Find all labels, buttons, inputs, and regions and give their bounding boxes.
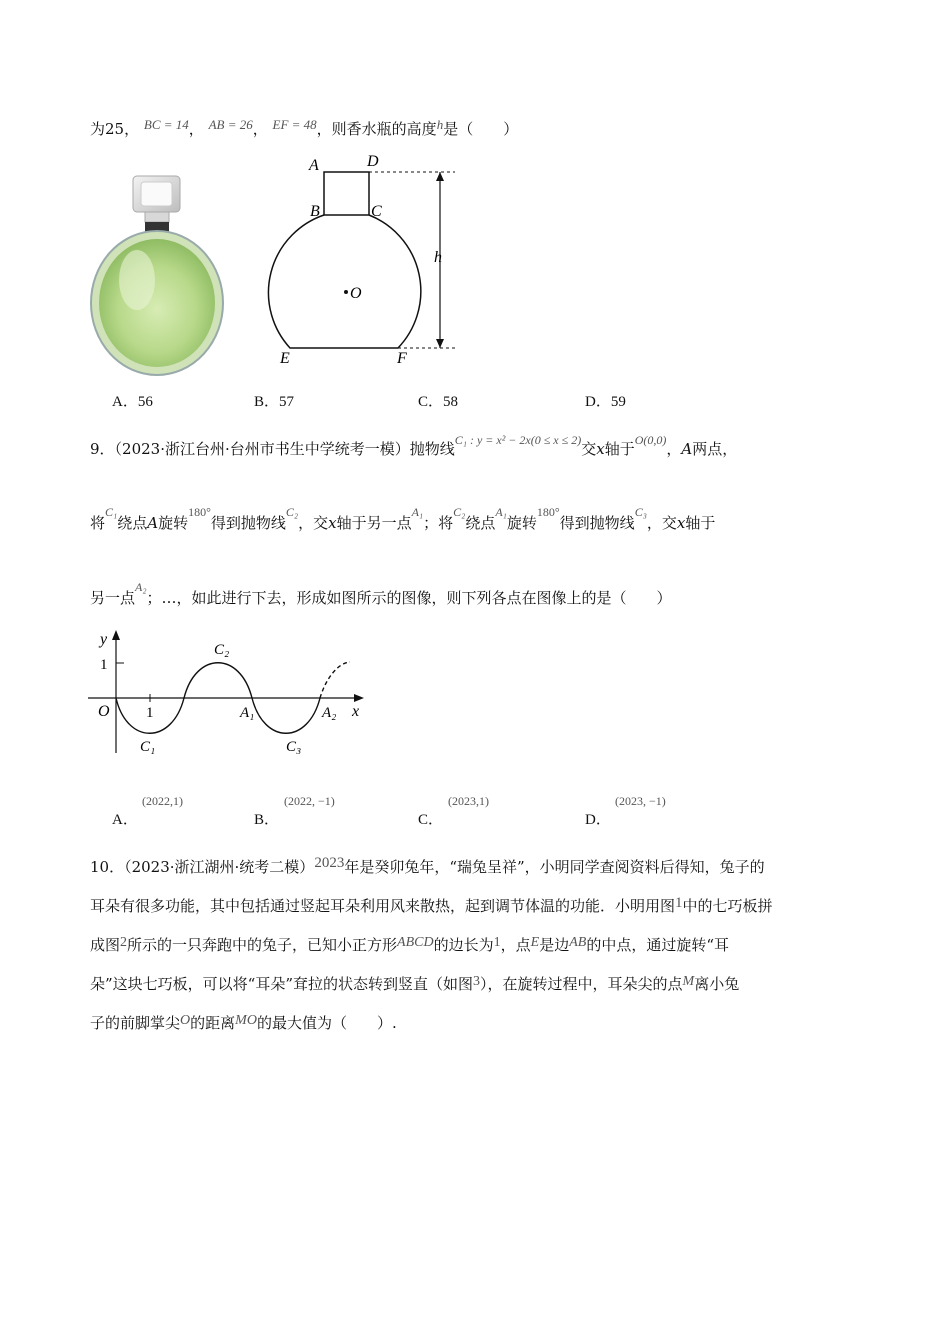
q8-sep: ， bbox=[252, 120, 268, 138]
q10-line2 bbox=[90, 895, 773, 916]
q9-text: 绕点 bbox=[117, 514, 148, 532]
label-h: h bbox=[434, 249, 442, 266]
q10-abcd: ABCD bbox=[397, 935, 434, 950]
q10-m: M bbox=[682, 974, 695, 989]
q10-text: 中的七巧板拼 bbox=[682, 897, 773, 915]
label-C: C bbox=[371, 203, 382, 220]
perfume-photo bbox=[85, 170, 230, 385]
cap-rect bbox=[324, 172, 369, 215]
option-label: C． bbox=[418, 812, 444, 828]
q8-math-ef: EF = 48 bbox=[272, 117, 317, 132]
q9-line2 bbox=[90, 505, 716, 533]
q9-a: A bbox=[681, 440, 693, 458]
q9-text: 交 bbox=[581, 440, 597, 458]
q10-text: 子的前脚掌尖 bbox=[90, 1014, 181, 1032]
q9-text: ， bbox=[666, 440, 682, 458]
q10-number: 10．（2023·浙江湖州·统考二模） bbox=[90, 858, 315, 876]
q10-text: 年是癸卯兔年，“瑞兔呈祥”，小明同学查阅资料后得知，兔子的 bbox=[344, 858, 765, 876]
q9-a1: A₁ bbox=[411, 505, 424, 519]
q9-option-b[interactable] bbox=[254, 794, 335, 829]
q9-text: 旋转 bbox=[506, 514, 537, 532]
q8-h: h bbox=[436, 117, 444, 132]
label-A: A bbox=[309, 157, 319, 174]
q10-fig1: 1 bbox=[675, 895, 683, 911]
q10-line1 bbox=[90, 856, 765, 877]
q10-line4 bbox=[90, 973, 739, 994]
q9-text: ；…，如此进行下去，形成如图所示的图像，则下列各点在图像上的是（ ） bbox=[146, 589, 672, 607]
q9-a1: A₁ bbox=[495, 505, 507, 519]
label-c1: C₁ bbox=[140, 739, 156, 755]
q9-text: ，交 bbox=[298, 514, 329, 532]
option-value: (2023, −1) bbox=[615, 794, 666, 808]
q9-deg: 180° bbox=[188, 505, 211, 519]
option-value: (2023,1) bbox=[448, 794, 489, 808]
q8-sep: ， bbox=[188, 120, 204, 138]
option-value: (2022,1) bbox=[142, 794, 183, 808]
bottle-outline bbox=[268, 215, 420, 348]
q9-c1-eq: C₁ : y = x² − 2x(0 ≤ x ≤ 2) bbox=[454, 433, 582, 447]
label-D: D bbox=[367, 153, 379, 170]
q10-fig2: 2 bbox=[120, 935, 128, 950]
q10-text: ），在旋转过程中，耳朵尖的点 bbox=[480, 975, 683, 993]
label-O: O bbox=[350, 285, 362, 302]
q9-text: 得到抛物线 bbox=[210, 514, 286, 532]
q8-math-bc: BC = 14 bbox=[143, 117, 189, 132]
q9-option-d[interactable] bbox=[585, 794, 666, 829]
q9-text: 轴于 bbox=[604, 440, 635, 458]
label-one-x: 1 bbox=[146, 705, 154, 721]
q9-option-a[interactable] bbox=[112, 794, 183, 829]
label-F: F bbox=[397, 350, 407, 367]
q9-text: 轴于 bbox=[685, 514, 716, 532]
q8-intro: 为25， bbox=[90, 120, 140, 138]
q10-text: 是边 bbox=[539, 936, 570, 954]
q10-line5 bbox=[90, 1012, 397, 1033]
q10-text: 成图 bbox=[90, 936, 121, 954]
q10-text: ，点 bbox=[500, 936, 531, 954]
q10-year: 2023 bbox=[314, 855, 345, 871]
q9-c3: C₃ bbox=[634, 505, 647, 519]
q8-math-ab: AB = 26 bbox=[208, 117, 253, 132]
q9-c2: C₂ bbox=[285, 505, 299, 519]
q9-option-c[interactable] bbox=[418, 794, 489, 829]
q10-ab: AB bbox=[569, 935, 587, 950]
label-origin: O bbox=[98, 703, 110, 720]
q9-text: ；将 bbox=[423, 514, 454, 532]
label-y: y bbox=[100, 631, 108, 648]
q10-text: 朵”这块七巧板，可以将“耳朵”耷拉的状态转到竖直（如图 bbox=[90, 975, 474, 993]
option-label: B． bbox=[254, 812, 280, 828]
q9-text: ，交 bbox=[646, 514, 677, 532]
q9-x: x bbox=[328, 514, 337, 532]
q10-one: 1 bbox=[493, 935, 501, 950]
q9-x: x bbox=[596, 440, 605, 458]
label-c3: C₃ bbox=[286, 739, 302, 755]
q8-tail: ，则香水瓶的高度 bbox=[316, 120, 437, 138]
q10-text: 的最大值为（ ）. bbox=[256, 1014, 397, 1032]
option-value: (2022, −1) bbox=[284, 794, 335, 808]
q9-a: A bbox=[147, 514, 159, 532]
q9-a2: A₂ bbox=[135, 580, 147, 594]
wave-dashed bbox=[320, 662, 350, 698]
q10-text: 耳朵有很多功能，其中包括通过竖起耳朵利用风来散热，起到调节体温的功能．小明用图 bbox=[90, 897, 676, 915]
label-c2: C₂ bbox=[214, 642, 230, 658]
q9-text: 轴于另一点 bbox=[336, 514, 412, 532]
q10-text: 的边长为 bbox=[433, 936, 494, 954]
q9-c2: C₂ bbox=[453, 505, 466, 519]
q8-option-a[interactable]: A．56 bbox=[112, 394, 153, 410]
label-a1: A₁ bbox=[240, 705, 255, 721]
parabola-graph bbox=[88, 628, 373, 758]
q8-option-c[interactable]: C．58 bbox=[418, 394, 459, 410]
q10-text: 的距离 bbox=[190, 1014, 236, 1032]
q9-deg: 180° bbox=[536, 505, 560, 519]
q10-fig3: 3 bbox=[473, 974, 481, 989]
q10-o: O bbox=[180, 1013, 191, 1028]
label-B: B bbox=[310, 203, 320, 220]
q9-line1 bbox=[90, 433, 738, 459]
q9-number: 9．（2023·浙江台州·台州市书生中学统考一模）抛物线 bbox=[90, 440, 455, 458]
q10-mo: MO bbox=[235, 1013, 257, 1028]
label-x: x bbox=[352, 703, 360, 720]
q9-text: 另一点 bbox=[90, 589, 136, 607]
option-label: D． bbox=[585, 812, 611, 828]
q10-line3 bbox=[90, 934, 729, 955]
q9-x: x bbox=[676, 514, 686, 532]
q8-tail-b: 是（ ） bbox=[443, 120, 519, 138]
q9-text: 绕点 bbox=[465, 514, 496, 532]
q10-text: 离小兔 bbox=[694, 975, 740, 993]
q9-c1: C₁ bbox=[105, 505, 118, 519]
bottle-diagram bbox=[260, 150, 470, 375]
q10-text: 的中点，通过旋转“耳 bbox=[586, 936, 729, 954]
option-label: A． bbox=[112, 812, 138, 828]
label-one-y: 1 bbox=[100, 657, 108, 673]
q9-line3 bbox=[90, 580, 672, 608]
q10-e: E bbox=[530, 935, 540, 950]
label-E: E bbox=[280, 350, 290, 367]
q10-text: 所示的一只奔跑中的兔子，已知小正方形 bbox=[127, 936, 398, 954]
q8-option-b[interactable]: B．57 bbox=[254, 394, 295, 410]
q8-line bbox=[90, 118, 518, 139]
q9-text: 旋转 bbox=[158, 514, 189, 532]
q8-option-d[interactable]: D．59 bbox=[585, 394, 626, 410]
q9-text: 将 bbox=[90, 514, 106, 532]
center-dot bbox=[344, 290, 348, 294]
q9-origin: O(0,0) bbox=[634, 433, 667, 447]
q9-text: 两点， bbox=[692, 440, 738, 458]
q9-text: 得到抛物线 bbox=[559, 514, 635, 532]
label-a2: A₂ bbox=[322, 705, 337, 721]
